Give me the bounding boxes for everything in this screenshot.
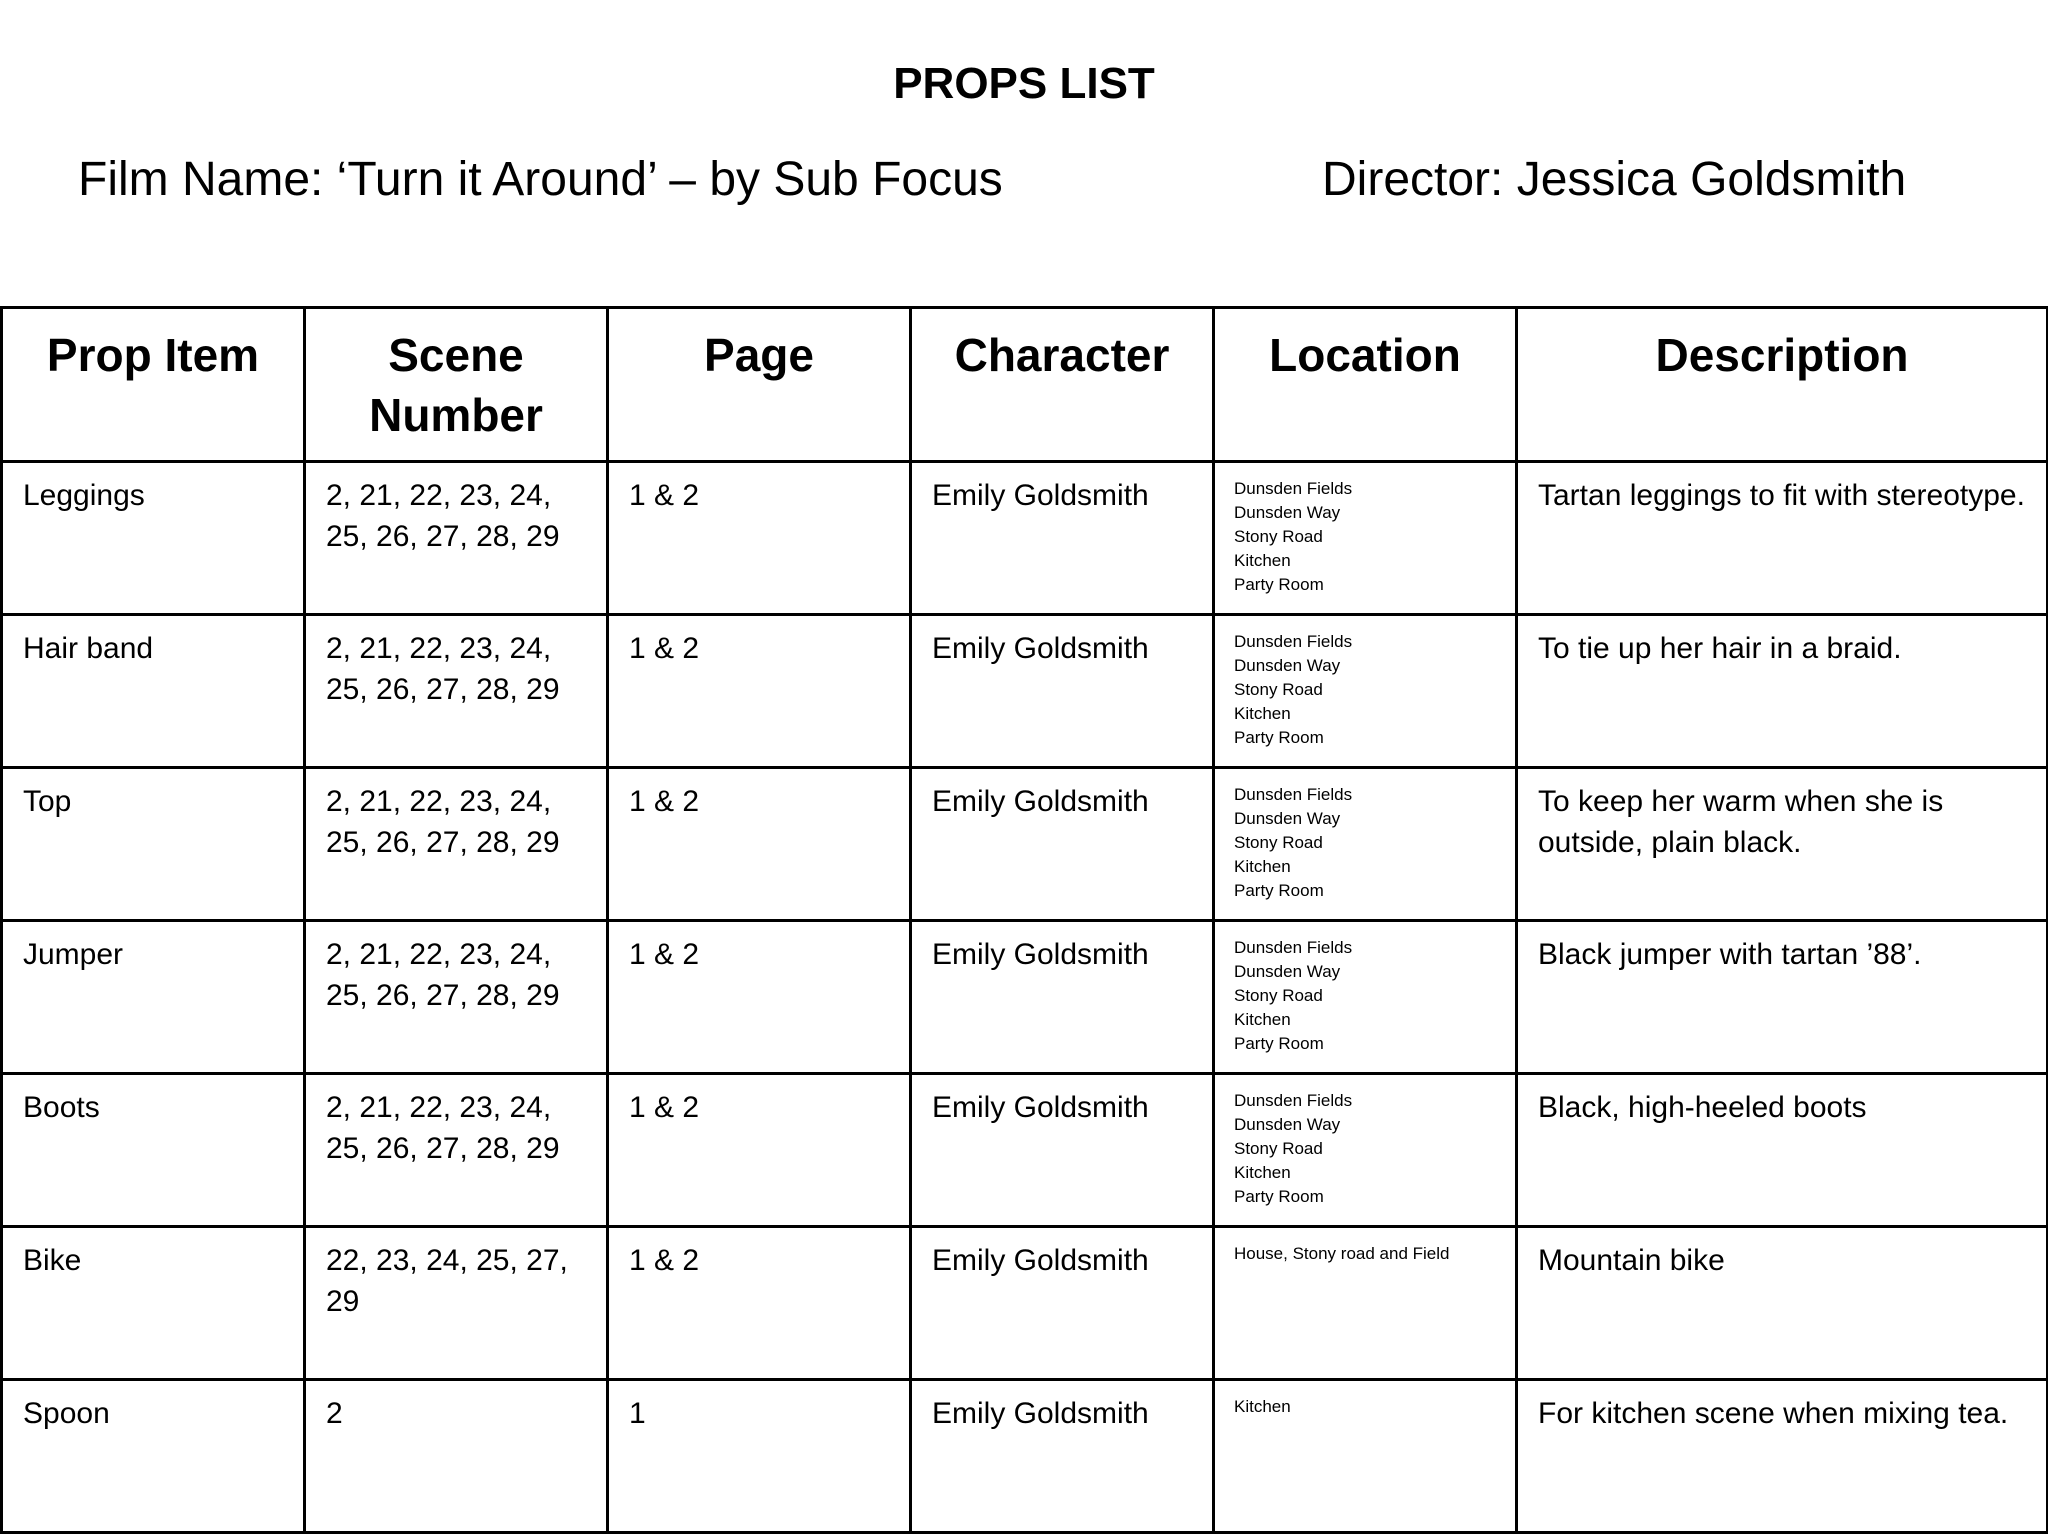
- location-line: Kitchen: [1234, 857, 1291, 876]
- location-line: Dunsden Fields: [1234, 785, 1353, 804]
- table-row: [2, 462, 2048, 615]
- header-location: Location: [1214, 308, 1517, 462]
- table-row: [2, 921, 2048, 1074]
- cell-scene-numbers: 2: [305, 1380, 608, 1533]
- cell-character: Emily Goldsmith: [911, 615, 1214, 768]
- cell-character: Emily Goldsmith: [911, 921, 1214, 1074]
- table-row: [2, 1380, 2048, 1533]
- header-description: Description: [1517, 308, 2048, 462]
- header-scene-number: [305, 308, 608, 462]
- cell-prop-item: Bike: [2, 1227, 305, 1380]
- cell-page: 1 & 2: [608, 615, 911, 768]
- cell-description: For kitchen scene when mixing tea.: [1517, 1380, 2048, 1533]
- cell-character: Emily Goldsmith: [911, 768, 1214, 921]
- location-line: Kitchen: [1234, 704, 1291, 723]
- cell-page: 1: [608, 1380, 911, 1533]
- table-row: [2, 1074, 2048, 1227]
- header-prop-item: Prop Item: [2, 308, 305, 462]
- page-title: PROPS LIST: [893, 59, 1155, 108]
- cell-scene-numbers: 2, 21, 22, 23, 24, 25, 26, 27, 28, 29: [305, 462, 608, 615]
- cell-scene-numbers: 2, 21, 22, 23, 24, 25, 26, 27, 28, 29: [305, 615, 608, 768]
- location-line: Dunsden Fields: [1234, 1091, 1353, 1110]
- location-line: Stony Road: [1234, 680, 1323, 699]
- table-row: [2, 1227, 2048, 1380]
- cell-description: To keep her warm when she is outside, plain black.: [1517, 768, 2048, 921]
- header-scene-number-line2: Number: [369, 389, 543, 441]
- cell-scene-numbers: 2, 21, 22, 23, 24, 25, 26, 27, 28, 29: [305, 921, 608, 1074]
- cell-description: Black jumper with tartan ’88’.: [1517, 921, 2048, 1074]
- cell-page: 1 & 2: [608, 462, 911, 615]
- location-line: Dunsden Fields: [1234, 938, 1353, 957]
- location-line: Kitchen: [1234, 551, 1291, 570]
- location-line: Kitchen: [1234, 1163, 1291, 1182]
- cell-scene-numbers: 22, 23, 24, 25, 27, 29: [305, 1227, 608, 1380]
- cell-scene-numbers: 2, 21, 22, 23, 24, 25, 26, 27, 28, 29: [305, 1074, 608, 1227]
- cell-prop-item: Spoon: [2, 1380, 305, 1533]
- header-scene-number-line1: Scene: [388, 329, 524, 381]
- location-line: Party Room: [1234, 1187, 1324, 1206]
- location-line: Kitchen: [1234, 1397, 1291, 1416]
- header-page: Page: [608, 308, 911, 462]
- cell-character: Emily Goldsmith: [911, 1227, 1214, 1380]
- cell-character: Emily Goldsmith: [911, 462, 1214, 615]
- location-line: Stony Road: [1234, 527, 1323, 546]
- cell-scene-numbers: 2, 21, 22, 23, 24, 25, 26, 27, 28, 29: [305, 768, 608, 921]
- header-character: Character: [911, 308, 1214, 462]
- location-line: Dunsden Way: [1234, 656, 1341, 675]
- location-line: House, Stony road and Field: [1234, 1244, 1450, 1263]
- cell-location: [1214, 615, 1517, 768]
- cell-location: [1214, 768, 1517, 921]
- location-line: Party Room: [1234, 881, 1324, 900]
- location-line: Dunsden Way: [1234, 503, 1341, 522]
- cell-prop-item: Boots: [2, 1074, 305, 1227]
- cell-prop-item: Hair band: [2, 615, 305, 768]
- location-line: Stony Road: [1234, 833, 1323, 852]
- director-name: Director: Jessica Goldsmith: [1322, 153, 1907, 206]
- cell-page: 1 & 2: [608, 768, 911, 921]
- location-line: Stony Road: [1234, 1139, 1323, 1158]
- location-line: Dunsden Way: [1234, 962, 1341, 981]
- table-row: [2, 768, 2048, 921]
- table-row: [2, 615, 2048, 768]
- cell-page: 1 & 2: [608, 1227, 911, 1380]
- location-line: Party Room: [1234, 575, 1324, 594]
- cell-prop-item: Leggings: [2, 462, 305, 615]
- cell-location: [1214, 1074, 1517, 1227]
- location-line: Dunsden Way: [1234, 1115, 1341, 1134]
- location-line: Dunsden Fields: [1234, 632, 1353, 651]
- location-line: Dunsden Fields: [1234, 479, 1353, 498]
- cell-description: Tartan leggings to fit with stereotype.: [1517, 462, 2048, 615]
- location-line: Kitchen: [1234, 1010, 1291, 1029]
- film-name: Film Name: ‘Turn it Around’ – by Sub Focus: [78, 153, 1003, 206]
- props-table-body: [2, 462, 2048, 1533]
- props-table: [0, 306, 2048, 1534]
- cell-page: 1 & 2: [608, 1074, 911, 1227]
- cell-prop-item: Top: [2, 768, 305, 921]
- cell-character: Emily Goldsmith: [911, 1074, 1214, 1227]
- location-line: Dunsden Way: [1234, 809, 1341, 828]
- location-line: Party Room: [1234, 1034, 1324, 1053]
- location-line: Party Room: [1234, 728, 1324, 747]
- cell-prop-item: Jumper: [2, 921, 305, 1074]
- cell-description: Black, high-heeled boots: [1517, 1074, 2048, 1227]
- cell-description: To tie up her hair in a braid.: [1517, 615, 2048, 768]
- cell-description: Mountain bike: [1517, 1227, 2048, 1380]
- cell-location: [1214, 1380, 1517, 1533]
- cell-location: [1214, 921, 1517, 1074]
- table-header-row: [2, 308, 2048, 462]
- cell-character: Emily Goldsmith: [911, 1380, 1214, 1533]
- cell-page: 1 & 2: [608, 921, 911, 1074]
- location-line: Stony Road: [1234, 986, 1323, 1005]
- cell-location: [1214, 462, 1517, 615]
- cell-location: [1214, 1227, 1517, 1380]
